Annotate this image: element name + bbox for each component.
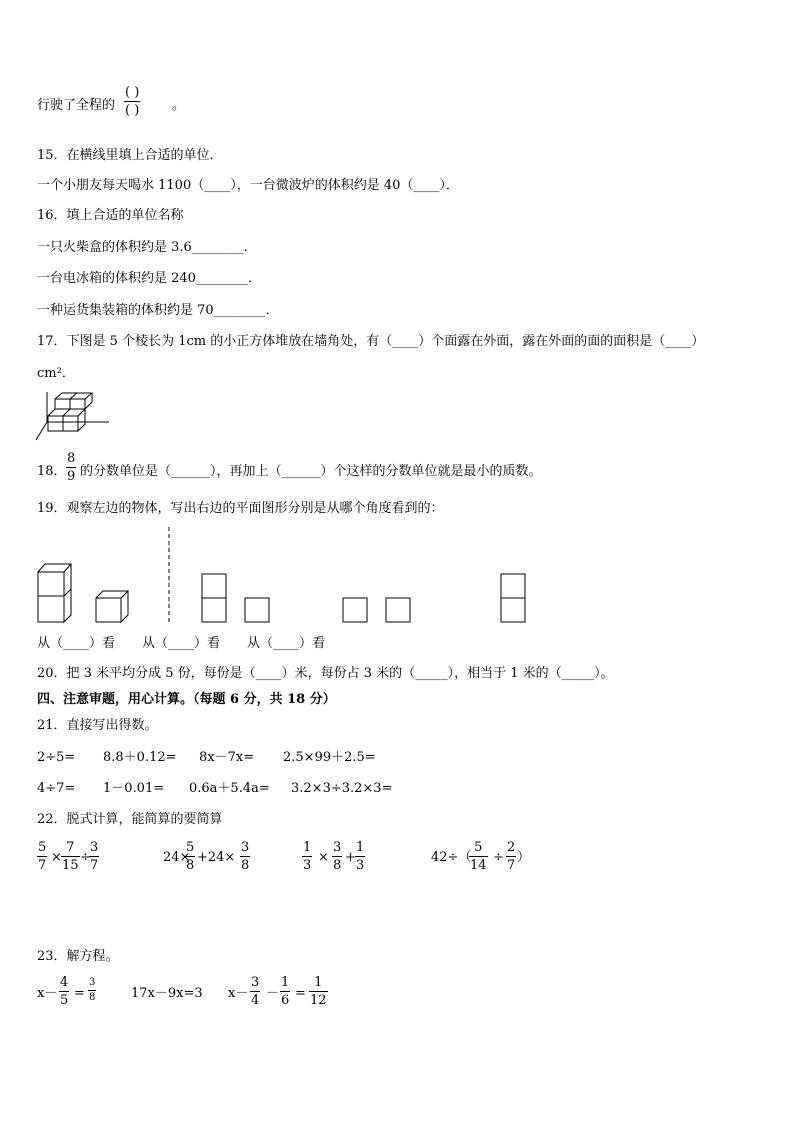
denominator: 14: [470, 858, 487, 873]
operator: ×: [318, 850, 329, 865]
denominator: 3: [356, 858, 365, 873]
q23-e3-frac-c: [309, 976, 328, 1007]
q17-cube-figure: [34, 390, 114, 445]
q21-r1-c1: 2÷5=: [37, 750, 76, 765]
numerator: 1: [303, 840, 312, 855]
q23-e1-frac-a: [59, 976, 69, 1007]
numerator: 1: [281, 975, 290, 990]
numerator: 3: [251, 975, 260, 990]
q19-title: 19．观察左边的物体，写出右边的平面图形分别是从哪个角度看到的：: [37, 501, 444, 516]
denominator: 7: [38, 858, 47, 873]
denominator: 15: [62, 858, 79, 873]
numerator: 3: [88, 978, 96, 991]
q19-answer-3: 从（____）看: [247, 636, 326, 651]
q23-e3-frac-a: [250, 976, 260, 1007]
q20-line: 20．把 3 米平均分成 5 份，每份是（____）米，每份占 3 米的（_____），相当于 1 米的（_____）。: [37, 666, 614, 681]
numerator: 5: [469, 841, 488, 857]
numerator: 5: [38, 840, 47, 855]
q18-number: 18．: [37, 464, 67, 479]
q16-title: 16．填上合适的单位名称: [37, 208, 184, 223]
q21-title: 21．直接写出得数。: [37, 718, 158, 733]
q15-line: 一个小朋友每天喝水 1100（____），一台微波炉的体积约是 40（____）．: [37, 178, 459, 193]
q17-line-2: cm²．: [37, 366, 75, 381]
q21-r1-c4: 2.5×99＋2.5=: [283, 750, 376, 765]
q18-fraction: [66, 452, 76, 483]
q23-title: 23．解方程。: [37, 949, 119, 964]
q22-e3-frac-a: [302, 841, 312, 872]
numerator: 3: [90, 840, 99, 855]
q14-suffix: 。: [172, 98, 186, 113]
operator: ÷: [493, 850, 504, 865]
q23-e1-part-1: x－: [37, 986, 58, 1001]
q23-e2: 17x－9x=3: [131, 986, 203, 1001]
q22-e4-part-2: ）: [517, 850, 531, 865]
denominator: 7: [507, 858, 516, 873]
q23-e1-frac-b: [88, 978, 96, 1003]
q16-line-2: 一台电冰箱的体积约是 240________．: [37, 271, 261, 286]
q22-e1-frac-a: [37, 841, 47, 872]
q14-denominator-blank: ( ): [125, 103, 140, 118]
q19-answer-1: 从（____）看: [37, 636, 116, 651]
q18-denominator: 9: [67, 469, 76, 484]
q21-r1-c2: 8.8＋0.12=: [103, 750, 177, 765]
q16-line-3: 一种运货集装箱的体积约是 70________．: [37, 303, 279, 318]
denominator: 5: [60, 993, 69, 1008]
denominator: 8: [89, 992, 96, 1003]
q22-title: 22．脱式计算，能简算的要简算: [37, 812, 223, 827]
equals-sign: =: [295, 986, 306, 1001]
denominator: 3: [303, 858, 312, 873]
q22-e3-frac-c: [355, 841, 365, 872]
q21-r1-c3: 8x－7x=: [199, 750, 255, 765]
denominator: 4: [251, 993, 260, 1008]
q22-e2-frac-a: [185, 841, 195, 872]
q21-r2-c4: 3.2×3÷3.2×3=: [291, 781, 393, 796]
q21-r2-c2: 1－0.01=: [103, 781, 165, 796]
numerator: 5: [186, 840, 195, 855]
numerator: 3: [241, 840, 250, 855]
numerator: 4: [60, 975, 69, 990]
operator: －: [266, 986, 280, 1001]
q14-numerator-blank: ( ): [125, 85, 140, 100]
denominator: 7: [90, 858, 99, 873]
q23-e3-part-1: x－: [228, 986, 249, 1001]
q22-e2-part-1: 24×: [163, 850, 191, 865]
q23-e3-frac-b: [280, 976, 290, 1007]
numerator: 7: [61, 841, 80, 857]
q19-single-cube: [96, 591, 128, 622]
q22-e1-frac-b: [61, 841, 80, 872]
q16-line-1: 一只火柴盒的体积约是 3.6________．: [37, 240, 257, 255]
operator: ×: [51, 850, 62, 865]
operator: +: [345, 850, 356, 865]
q21-r2-c1: 4÷7=: [37, 781, 76, 796]
q22-e4-frac-b: [506, 841, 516, 872]
section-4-title: 四、注意审题，用心计算。（每题 6 分，共 18 分）: [37, 692, 336, 707]
q19-stacked-cubes: [38, 564, 71, 622]
q22-e4-frac-a: [469, 841, 488, 872]
denominator: 8: [333, 858, 342, 873]
equals-sign: =: [74, 986, 85, 1001]
q22-e2-part-2: +24×: [197, 850, 236, 865]
operator: ÷: [80, 850, 91, 865]
denominator: 12: [310, 993, 327, 1008]
q14-fraction-blank: [124, 86, 140, 117]
denominator: 8: [186, 858, 195, 873]
q17-line-1: 17．下图是 5 个棱长为 1cm 的小正方体堆放在墙角处，有（____）个面露在外面，露在外面的面的面积是（____）: [37, 334, 705, 349]
q22-e2-frac-b: [240, 841, 250, 872]
numerator: 2: [507, 840, 516, 855]
q18-numerator: 8: [67, 451, 76, 466]
q19-answer-2: 从（____）看: [142, 636, 221, 651]
q21-r2-c3: 0.6a＋5.4a=: [189, 781, 270, 796]
numerator: 3: [333, 840, 342, 855]
q18-text: 的分数单位是（______），再加上（______）个这样的分数单位就是最小的质数。: [80, 464, 542, 479]
q15-title: 15．在横线里填上合适的单位．: [37, 148, 223, 163]
q19-figures: [30, 525, 550, 630]
q22-e4-part-1: 42÷（: [431, 850, 472, 865]
q14-prefix: 行驶了全程的: [37, 98, 116, 113]
q22-e1-frac-c: [89, 841, 99, 872]
denominator: 6: [281, 993, 290, 1008]
q22-e3-frac-b: [332, 841, 342, 872]
numerator: 1: [309, 976, 328, 992]
denominator: 8: [241, 858, 250, 873]
numerator: 1: [356, 840, 365, 855]
